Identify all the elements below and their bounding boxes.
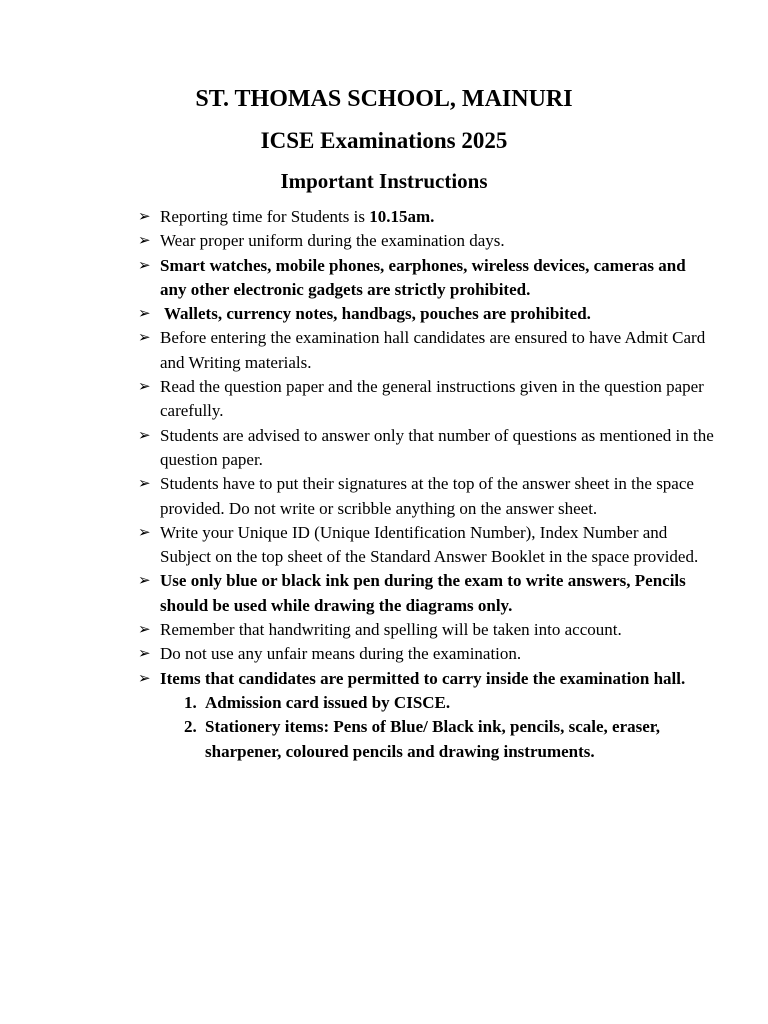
arrow-bullet-icon: ➢ [138, 427, 151, 444]
arrow-bullet-icon: ➢ [138, 524, 151, 541]
instruction-item-reporting-time: ➢ Reporting time for Students is 10.15am. [136, 205, 716, 229]
arrow-bullet-icon: ➢ [138, 670, 151, 687]
instructions-list [136, 205, 716, 764]
permitted-item-stationery: 2. Stationery items: Pens of Blue/ Black ink, pencils, scale, eraser, sharpener, coloured pencils and drawing instruments. [184, 717, 661, 761]
arrow-bullet-icon: ➢ [138, 330, 151, 347]
arrow-bullet-icon: ➢ [138, 233, 151, 250]
arrow-bullet-icon: ➢ [138, 646, 151, 663]
instruction-item-ink-pen: ➢ Use only blue or black ink pen during the exam to write answers, Pencils should be used while drawing the diagrams only. [138, 571, 686, 615]
instruction-item-answer-count: ➢ Students are advised to answer only that number of questions as mentioned in the question paper. [138, 425, 714, 469]
instruction-item-electronics: ➢ Smart watches, mobile phones, earphones, wireless devices, cameras and any other electronic gadgets are strictly prohibited. [138, 255, 686, 299]
instruction-item-handwriting: ➢ Remember that handwriting and spelling will be taken into account. [136, 618, 716, 642]
arrow-bullet-icon: ➢ [138, 257, 151, 274]
arrow-bullet-icon: ➢ [138, 379, 151, 396]
instruction-item-read-paper: ➢ Read the question paper and the general instructions given in the question paper carefully. [138, 377, 704, 421]
permitted-items-list [160, 691, 716, 764]
arrow-bullet-icon: ➢ [138, 573, 151, 590]
instruction-item-wallets: ➢ Wallets, currency notes, handbags, pouches are prohibited. [136, 302, 716, 326]
instruction-item-permitted-items: ➢ Items that candidates are permitted to carry inside the examination hall. 1. Admission card issued by CISCE. 2. Stationery items: Pens of Blue/ Black ink, pencils, scale, eraser, sharpener, coloured pencils and drawing instruments. [136, 667, 716, 764]
arrow-bullet-icon: ➢ [138, 622, 151, 639]
instructions-heading: Important Instructions [280, 169, 488, 193]
instruction-item-signatures: ➢ Students have to put their signatures at the top of the answer sheet in the space provided. Do not write or scribble anything on the answer sheet. [138, 474, 694, 518]
instruction-item-unique-id: ➢ Write your Unique ID (Unique Identification Number), Index Number and Subject on the top sheet of the Standard Answer Booklet in the space provided. [138, 522, 699, 567]
arrow-bullet-icon: ➢ [138, 306, 151, 323]
exam-title: ICSE Examinations 2025 [260, 128, 508, 153]
instruction-item-unfair-means: ➢ Do not use any unfair means during the examination. [136, 642, 716, 666]
instruction-item-admit-card: ➢ Before entering the examination hall candidates are ensured to have Admit Card and Writing materials. [138, 328, 706, 372]
school-name: ST. THOMAS SCHOOL, MAINURI [195, 86, 573, 112]
permitted-item-admission-card: 1. Admission card issued by CISCE. [184, 692, 451, 712]
instruction-item-uniform: ➢ Wear proper uniform during the examination days. [136, 229, 716, 253]
arrow-bullet-icon: ➢ [138, 476, 151, 493]
arrow-bullet-icon: ➢ [138, 209, 151, 225]
